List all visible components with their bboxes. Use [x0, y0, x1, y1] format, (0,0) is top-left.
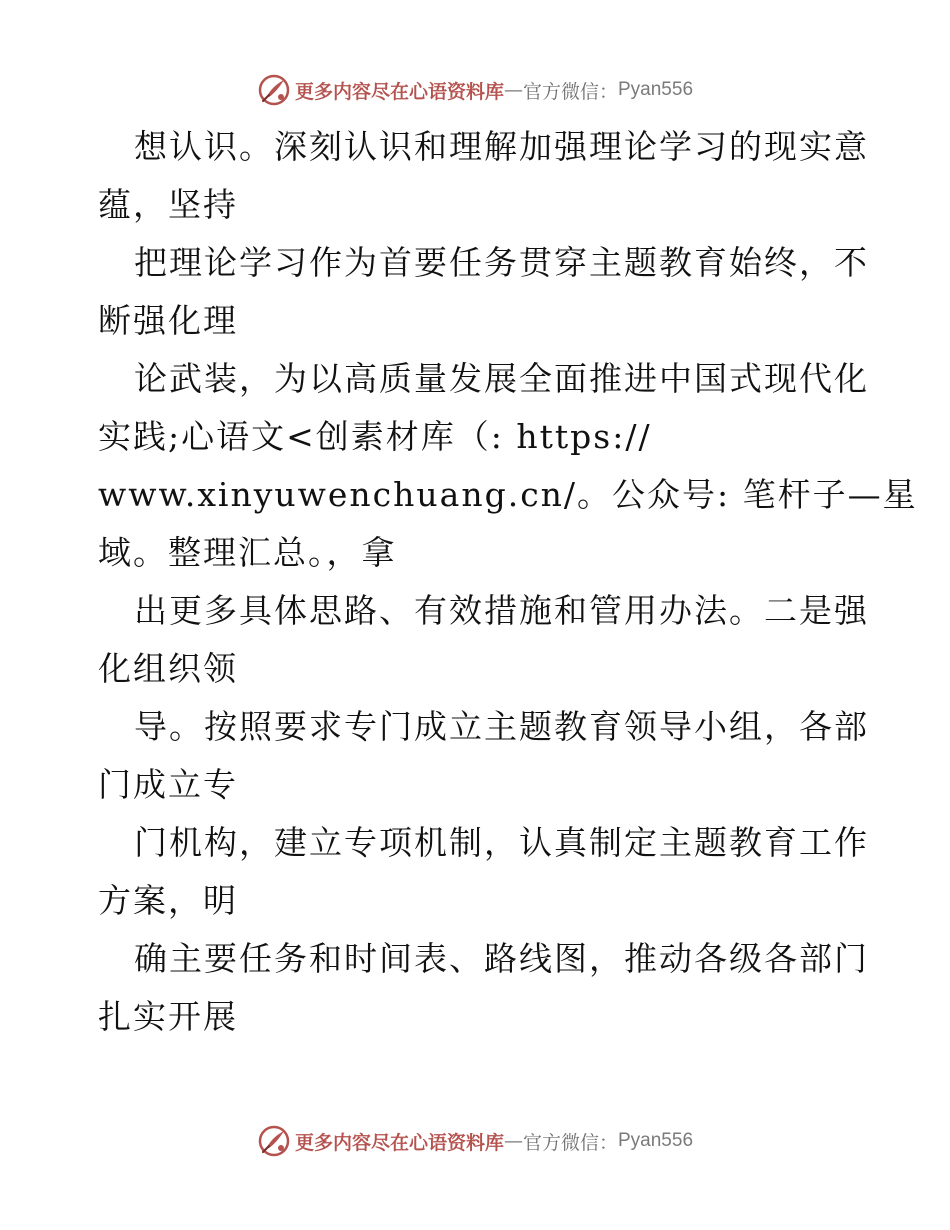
header-banner [0, 70, 950, 110]
banner-wechat-label: 官方微信： [522, 1131, 618, 1154]
banner-dash: — [503, 1130, 523, 1152]
body-line: 扎实开展 [98, 997, 238, 1036]
banner-brand-text: 更多内容尽在心语资料库 [294, 1131, 504, 1154]
body-line: 蕴，坚持 [98, 185, 238, 224]
body-line: 门成立专 [98, 765, 238, 804]
quill-pen-logo-icon [257, 1124, 291, 1158]
body-line: 想认识。深刻认识和理解加强理论学习的现实意 [134, 127, 869, 166]
body-line: 实践;心语文<创素材库（: https:// [98, 417, 652, 456]
body-line: 门机构，建立专项机制，认真制定主题教育工作 [134, 823, 869, 862]
banner-dash: — [503, 79, 523, 101]
banner-wechat-id: Pyan556 [618, 1130, 694, 1151]
body-line: 论武装，为以高质量发展全面推进中国式现代化 [134, 359, 869, 398]
body-line: 域。整理汇总。，拿 [98, 533, 397, 572]
body-line: 出更多具体思路、有效措施和管用办法。二是强 [134, 591, 869, 630]
footer-banner [0, 1121, 950, 1161]
body-line: 化组织领 [98, 649, 238, 688]
banner-wechat-label: 官方微信： [522, 80, 618, 103]
body-line: 断强化理 [98, 301, 238, 340]
quill-pen-logo-icon [257, 73, 291, 107]
banner-wechat-id: Pyan556 [618, 79, 694, 100]
document-body [98, 118, 918, 1046]
banner-brand-text: 更多内容尽在心语资料库 [294, 80, 504, 103]
body-line: 导。按照要求专门成立主题教育领导小组，各部 [134, 707, 869, 746]
body-line: 把理论学习作为首要任务贯穿主题教育始终，不 [134, 243, 869, 282]
body-line: www.xinyuwenchuang.cn/。公众号: 笔杆子—星 [98, 475, 918, 514]
body-line: 确主要任务和时间表、路线图，推动各级各部门 [134, 939, 869, 978]
body-line: 方案，明 [98, 881, 238, 920]
